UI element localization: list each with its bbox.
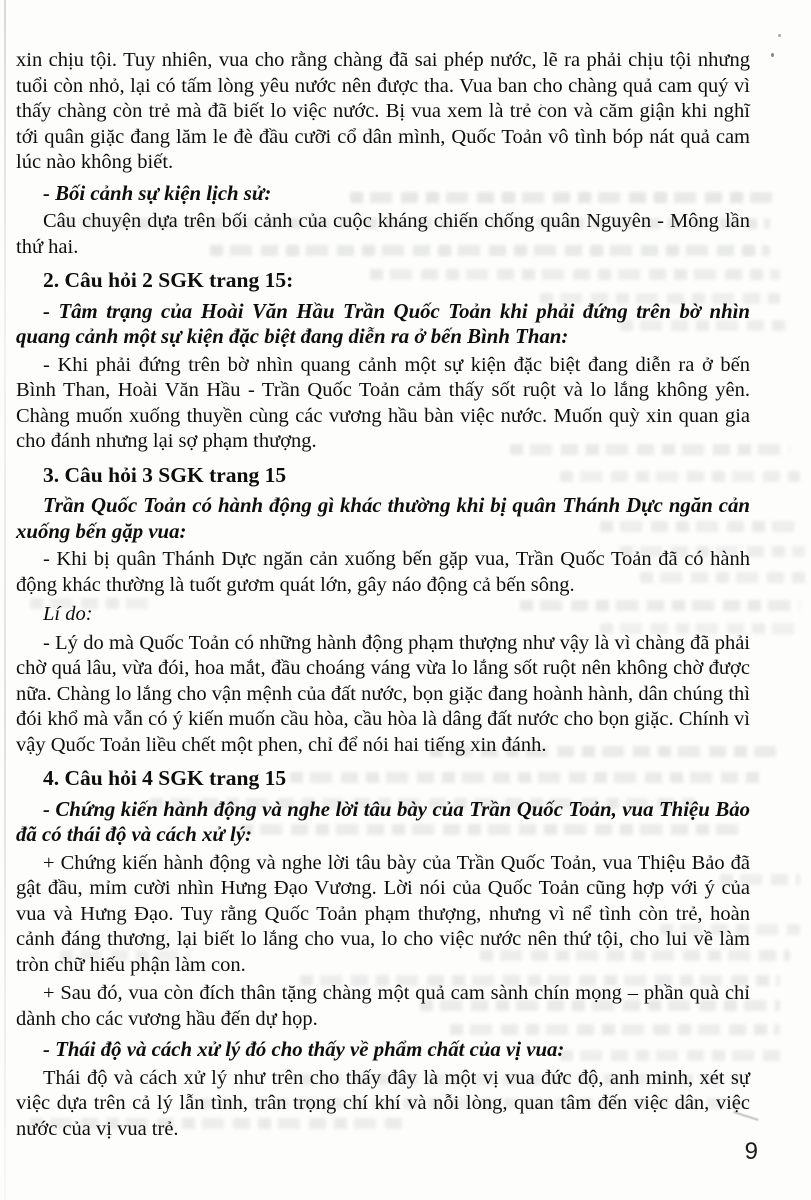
subheading-bold-italic: Trần Quốc Toản có hành động gì khác thường khi bị quân Thánh Dực ngăn cản xuống bến gặp vua: bbox=[16, 494, 750, 543]
subheading-bold-italic: - Chứng kiến hành động và nghe lời tâu bày của Trần Quốc Toản, vua Thiệu Bảo đã có thái độ và cách xử lý: bbox=[16, 797, 750, 846]
scan-speck bbox=[778, 34, 781, 37]
italic-label: Lí do: bbox=[43, 603, 93, 625]
paragraph: Thái độ và cách xử lý như trên cho thấy đây là một vị vua đức độ, anh minh, xét sự việc dựa trên cả lý lẫn tình, trân trọng chí khí và nỗi lòng, quan tâm đến việc dân, việc nước của vị vua trẻ. bbox=[16, 1066, 750, 1140]
paragraph: + Chứng kiến hành động và nghe lời tâu bày của Trần Quốc Toản, vua Thiệu Bảo đã gật đầu, mỉm cười nhìn Hưng Đạo Vương. Lời nói của Quốc Toản cũng hợp với ý của vua và Hưng Đạo. Tuy rằng Quốc Toản phạm thượng, nhưng vì nể tình còn trẻ, hoàn cảnh đáng thương, lại biết lo lắng cho vua, lo cho việc nước nên thứ tội, cho lui về làm tròn chữ hiếu phận làm con. bbox=[16, 851, 750, 976]
scan-speck bbox=[771, 53, 774, 57]
text-column bbox=[16, 48, 750, 1142]
numbered-heading: 2. Câu hỏi 2 SGK trang 15: bbox=[43, 268, 294, 292]
numbered-heading: 3. Câu hỏi 3 SGK trang 15 bbox=[43, 462, 287, 487]
subheading-bold-italic: - Tâm trạng của Hoài Văn Hầu Trần Quốc Toản khi phải đứng trên bờ nhìn quang cảnh một sự kiện đặc biệt đang diễn ra ở bến Bình Than: bbox=[16, 299, 750, 348]
subheading-bold-italic: - Bối cảnh sự kiện lịch sử: bbox=[43, 181, 272, 205]
paragraph: + Sau đó, vua còn đích thân tặng chàng một quả cam sành chín mọng – phần quà chỉ dành cho các vương hầu đến dự họp. bbox=[16, 982, 750, 1030]
scan-edge-artifact bbox=[4, 0, 6, 1200]
paragraph: xin chịu tội. Tuy nhiên, vua cho rằng chàng đã sai phép nước, lẽ ra phải chịu tội nhưng tuổi còn nhỏ, lại có tấm lòng yêu nước nên được tha. Vua ban cho chàng quả cam quý vì thấy chàng còn trẻ mà đã biết lo việc nước. Bị vua xem là trẻ con và căm giận khi nghĩ tới quân giặc đang lăm le đè đầu cưỡi cổ dân mình, Quốc Toản vô tình bóp nát quả cam lúc nào không biết. bbox=[16, 49, 750, 173]
subheading-bold-italic: - Thái độ và cách xử lý đó cho thấy về phẩm chất của vị vua: bbox=[43, 1038, 565, 1061]
numbered-heading: 4. Câu hỏi 4 SGK trang 15 bbox=[43, 766, 287, 790]
paragraph: - Lý do mà Quốc Toản có những hành động phạm thượng như vậy là vì chàng đã phải chờ quá lâu, vừa đói, hoa mắt, đầu choáng váng vừa lo lắng sốt ruột nên không chờ được nữa. Chàng lo lắng cho vận mệnh của đất nước, bọn giặc đang hoành hành, dân chúng thì đói khổ mà vẫn có ý kiến muốn cầu hòa, cầu hòa là dâng đất nước cho bọn giặc. Chính vì vậy Quốc Toản liều chết một phen, chỉ để nói hai tiếng xin đánh. bbox=[16, 631, 750, 756]
page-number: 9 bbox=[744, 1138, 758, 1165]
paragraph: Câu chuyện dựa trên bối cảnh của cuộc kháng chiến chống quân Nguyên - Mông lần thứ hai. bbox=[16, 210, 750, 258]
paragraph: - Khi bị quân Thánh Dực ngăn cản xuống bến gặp vua, Trần Quốc Toản đã có hành động khác thường là tuốt gươm quát lớn, gây náo động cả bến sông. bbox=[16, 548, 750, 596]
paragraph: - Khi phải đứng trên bờ nhìn quang cảnh một sự kiện đặc biệt đang diễn ra ở bến Bình Than, Hoài Văn Hầu - Trần Quốc Toản cảm thấy sốt ruột và lo lắng không yên. Chàng muốn xuống thuyền cùng các vương hầu bàn việc nước. Muốn quỳ xin quan gia cho đánh nhưng lại sợ phạm thượng. bbox=[16, 353, 750, 452]
